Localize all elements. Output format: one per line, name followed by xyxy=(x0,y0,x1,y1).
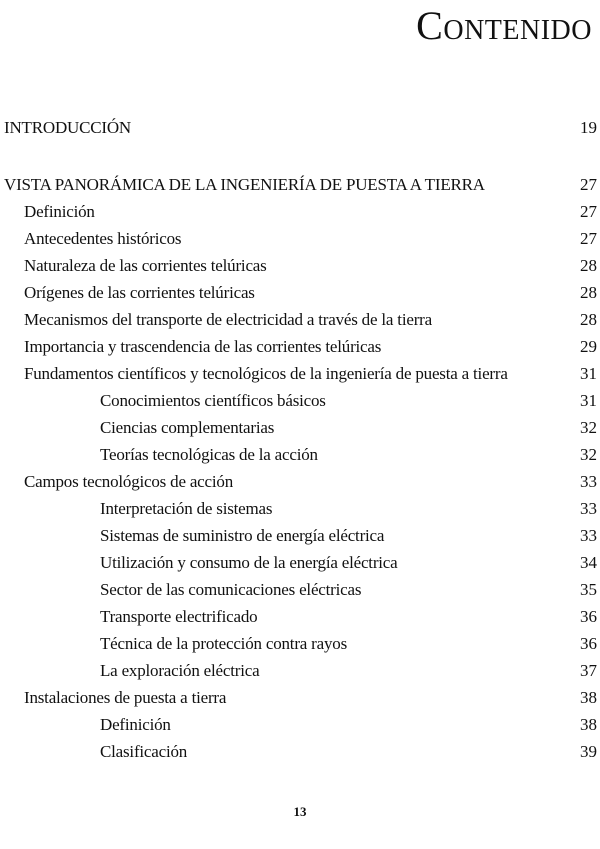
toc-entry-title: Interpretación de sistemas xyxy=(100,499,273,518)
toc-entry-page: 38 xyxy=(580,715,597,734)
toc-entry-clasificacion xyxy=(0,740,600,764)
toc-entry-title: Clasificación xyxy=(100,742,188,761)
toc-entry-sector-comunicaciones xyxy=(0,578,600,602)
toc-entry-page: 38 xyxy=(580,688,597,707)
toc-entry-utilizacion-consumo xyxy=(0,551,600,575)
toc-entry-ciencias-complementarias xyxy=(0,416,600,440)
toc-entry-title: Definición xyxy=(24,202,95,221)
toc-entry-title: Campos tecnológicos de acción xyxy=(24,472,233,491)
toc-entry-title: VISTA PANORÁMICA DE LA INGENIERÍA DE PUESTA A TIERRA xyxy=(4,175,485,194)
toc-entry-title: Utilización y consumo de la energía eléctrica xyxy=(100,553,398,572)
toc-entry-proteccion-rayos xyxy=(0,632,600,656)
toc-entry-page: 31 xyxy=(580,391,597,410)
toc-entry-title: Mecanismos del transporte de electricidad a través de la tierra xyxy=(24,310,432,329)
toc-entry-page: 28 xyxy=(580,256,597,275)
toc-entry-conocimientos-basicos xyxy=(0,389,600,413)
toc-entry-importancia-trascendencia xyxy=(0,335,600,359)
toc-entry-page: 33 xyxy=(580,499,597,518)
toc-entry-mecanismos-transporte xyxy=(0,308,600,332)
toc-entry-transporte-electrificado xyxy=(0,605,600,629)
toc-entry-title: Naturaleza de las corrientes telúricas xyxy=(24,256,267,275)
toc-entry-page: 27 xyxy=(580,175,597,194)
toc-entry-title: La exploración eléctrica xyxy=(100,661,260,680)
toc-entry-title: Sector de las comunicaciones eléctricas xyxy=(100,580,362,599)
toc-entry-page: 36 xyxy=(580,607,597,626)
toc-entry-introduccion xyxy=(0,116,600,140)
toc-entry-title: Conocimientos científicos básicos xyxy=(100,391,326,410)
toc-entry-fundamentos xyxy=(0,362,600,386)
toc-entry-naturaleza-corrientes xyxy=(0,254,600,278)
toc-entry-page: 37 xyxy=(580,661,597,680)
toc-entry-origenes-corrientes xyxy=(0,281,600,305)
toc-entry-sistemas-suministro xyxy=(0,524,600,548)
toc-entry-page: 28 xyxy=(580,283,597,302)
toc-entry-instalaciones-puesta-tierra xyxy=(0,686,600,710)
toc-entry-interpretacion-sistemas xyxy=(0,497,600,521)
toc-entry-title: Importancia y trascendencia de las corrientes telúricas xyxy=(24,337,382,356)
toc-entry-title: INTRODUCCIÓN xyxy=(4,118,131,137)
toc-entry-title: Antecedentes históricos xyxy=(24,229,182,248)
toc-entry-page: 19 xyxy=(580,118,597,137)
toc-entry-title: Instalaciones de puesta a tierra xyxy=(24,688,227,707)
toc-entry-page: 27 xyxy=(580,202,597,221)
toc-entry-exploracion-electrica xyxy=(0,659,600,683)
toc-entry-title: Fundamentos científicos y tecnológicos de la ingeniería de puesta a tierra xyxy=(24,364,508,383)
toc-entry-page: 33 xyxy=(580,526,597,545)
toc-entry-vista-panoramica xyxy=(0,173,600,197)
toc-entry-page: 31 xyxy=(580,364,597,383)
toc-entry-title: Ciencias complementarias xyxy=(100,418,275,437)
toc-entry-campos-tecnologicos xyxy=(0,470,600,494)
page-title: Contenido xyxy=(416,3,592,48)
toc-entry-antecedentes-historicos xyxy=(0,227,600,251)
toc-entry-teorias-tecnologicas xyxy=(0,443,600,467)
toc-entry-definicion-instalaciones xyxy=(0,713,600,737)
page-number: 13 xyxy=(293,804,307,819)
toc-entry-title: Transporte electrificado xyxy=(100,607,258,626)
toc-entry-page: 27 xyxy=(580,229,597,248)
toc-entry-page: 29 xyxy=(580,337,597,356)
toc-entry-page: 28 xyxy=(580,310,597,329)
toc-entry-title: Orígenes de las corrientes telúricas xyxy=(24,283,255,302)
toc-entry-title: Sistemas de suministro de energía eléctrica xyxy=(100,526,385,545)
toc-entry-title: Definición xyxy=(100,715,171,734)
toc-entry-page: 36 xyxy=(580,634,597,653)
toc-entry-definicion xyxy=(0,200,600,224)
toc-entry-page: 32 xyxy=(580,445,597,464)
toc-entry-page: 33 xyxy=(580,472,597,491)
toc-entry-page: 32 xyxy=(580,418,597,437)
toc-entry-title: Técnica de la protección contra rayos xyxy=(100,634,347,653)
toc-entry-page: 34 xyxy=(580,553,597,572)
toc-entry-page: 39 xyxy=(580,742,597,761)
toc-entry-page: 35 xyxy=(580,580,597,599)
toc-entry-title: Teorías tecnológicas de la acción xyxy=(100,445,318,464)
